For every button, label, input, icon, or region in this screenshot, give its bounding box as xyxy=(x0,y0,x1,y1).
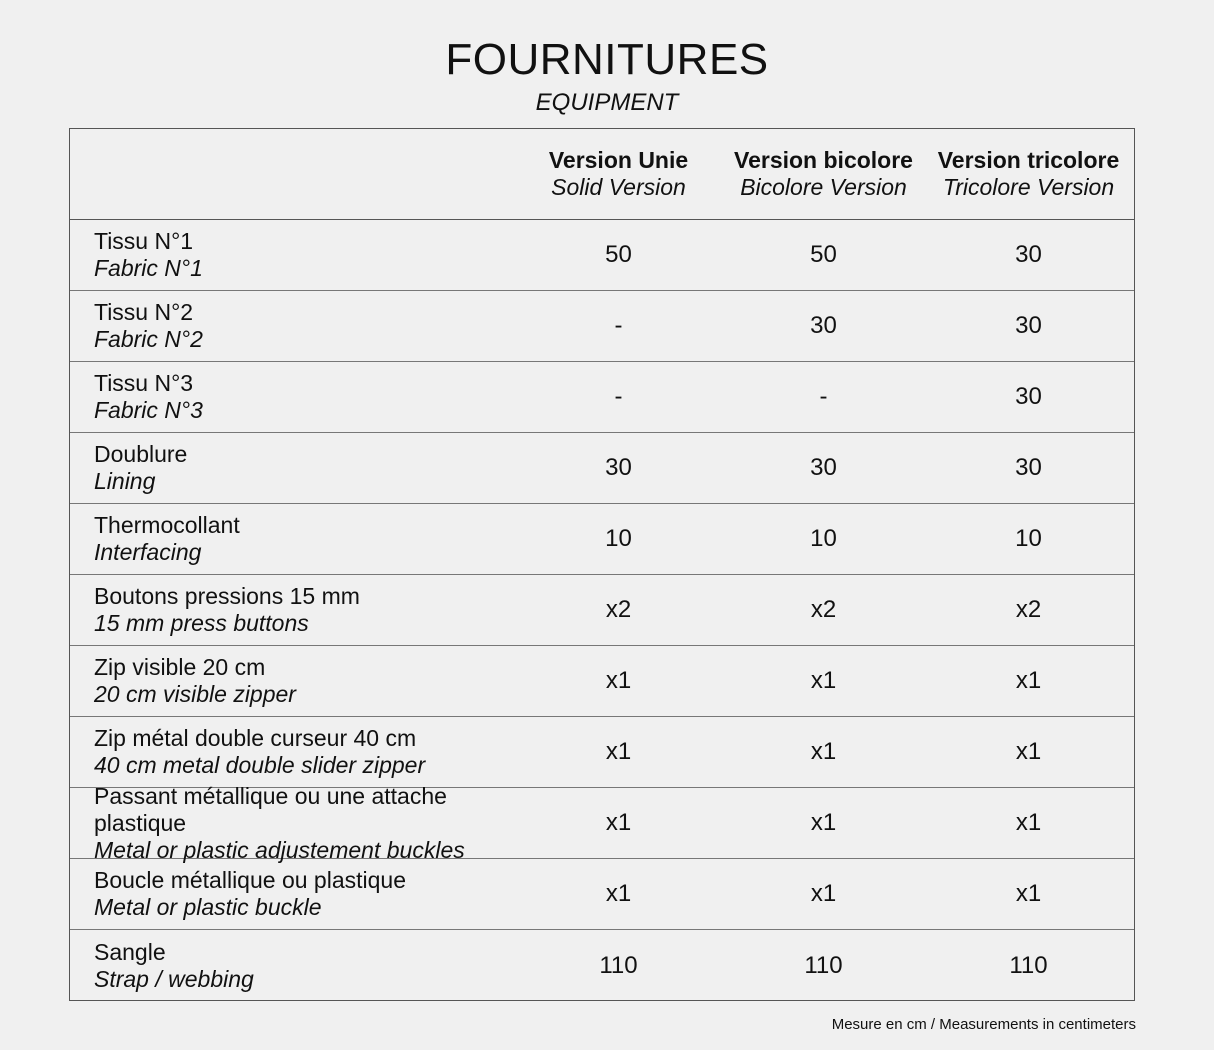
row-value-cell: 30 xyxy=(810,454,837,481)
row-label: Zip visible 20 cm xyxy=(94,654,266,680)
column-header-title: Version Unie xyxy=(548,147,689,173)
table-row xyxy=(70,220,1134,291)
row-sublabel: 15 mm press buttons xyxy=(94,610,309,636)
row-label: Passant métallique ou une attache plastique xyxy=(94,782,447,836)
table-row xyxy=(70,291,1134,362)
row-label-cell xyxy=(70,654,516,708)
row-label: Zip métal double curseur 40 cm xyxy=(94,725,417,751)
row-label: Sangle xyxy=(94,938,166,965)
row-value-cell: 30 xyxy=(1015,241,1042,268)
row-value-cell: - xyxy=(614,312,623,339)
row-label-cell xyxy=(70,441,516,495)
row-label: Boutons pressions 15 mm xyxy=(94,583,360,609)
row-sublabel: Metal or plastic buckle xyxy=(94,894,322,920)
row-value-cell: x2 xyxy=(1015,596,1042,623)
table-row xyxy=(70,782,1134,863)
column-header-title: Version tricolore xyxy=(937,147,1120,173)
row-sublabel: Fabric N°2 xyxy=(94,326,203,352)
row-label: Boucle métallique ou plastique xyxy=(94,867,406,893)
table-row xyxy=(70,859,1134,930)
column-header-subtitle: Bicolore Version xyxy=(740,174,907,200)
row-value-cell: 10 xyxy=(605,525,632,552)
row-value-cell: 30 xyxy=(1015,454,1042,481)
row-sublabel: 20 cm visible zipper xyxy=(94,681,296,707)
page-subtitle: EQUIPMENT xyxy=(535,89,679,116)
table-row xyxy=(70,433,1134,504)
column-header-tricolore xyxy=(926,147,1131,201)
table-body xyxy=(70,220,1134,1001)
table-header-row xyxy=(70,129,1134,220)
row-label-cell xyxy=(70,867,516,921)
row-value-cell: 30 xyxy=(1015,383,1042,410)
row-value-cell: x1 xyxy=(605,667,632,694)
row-sublabel: Fabric N°3 xyxy=(94,397,203,423)
table-row xyxy=(70,362,1134,433)
row-value-cell: x2 xyxy=(605,596,632,623)
row-sublabel: Metal or plastic adjustement buckles xyxy=(94,836,465,863)
footnote: Mesure en cm / Measurements in centimeters xyxy=(831,1016,1136,1033)
row-label: Tissu N°3 xyxy=(94,370,194,396)
row-value-cell: x1 xyxy=(605,809,632,836)
row-label-cell xyxy=(70,939,516,993)
row-value-cell: x1 xyxy=(810,667,837,694)
row-value-cell: 110 xyxy=(804,951,843,979)
column-header-subtitle: Solid Version xyxy=(551,174,686,200)
row-value-cell: 110 xyxy=(599,951,638,979)
row-value-cell: 10 xyxy=(810,525,837,552)
row-value-cell: - xyxy=(819,383,828,410)
row-value-cell: x1 xyxy=(810,880,837,907)
column-header-subtitle: Tricolore Version xyxy=(942,174,1115,200)
row-value-cell: x1 xyxy=(810,809,837,836)
row-value-cell: x2 xyxy=(810,596,837,623)
row-value-cell: 10 xyxy=(1015,525,1042,552)
row-label: Tissu N°2 xyxy=(94,299,194,325)
row-value-cell: 30 xyxy=(810,312,837,339)
row-label-cell xyxy=(70,228,516,282)
equipment-table xyxy=(69,128,1135,1001)
row-label-cell xyxy=(70,783,516,864)
row-label-cell xyxy=(70,299,516,353)
row-label-cell xyxy=(70,583,516,637)
table-row xyxy=(70,504,1134,575)
row-sublabel: Lining xyxy=(94,468,156,494)
row-value-cell: - xyxy=(614,383,623,410)
row-value-cell: x1 xyxy=(1015,738,1042,765)
column-header-solid xyxy=(516,147,721,201)
row-label-cell xyxy=(70,725,516,779)
row-sublabel: Interfacing xyxy=(94,539,202,565)
row-value-cell: 50 xyxy=(810,241,837,268)
table-row xyxy=(70,930,1134,1001)
row-value-cell: x1 xyxy=(605,880,632,907)
row-sublabel: 40 cm metal double slider zipper xyxy=(94,752,426,778)
table-row xyxy=(70,646,1134,717)
row-value-cell: x1 xyxy=(1015,667,1042,694)
column-header-title: Version bicolore xyxy=(734,147,913,173)
column-header-bicolore xyxy=(721,147,926,201)
row-label: Tissu N°1 xyxy=(94,228,194,254)
row-sublabel: Strap / webbing xyxy=(94,965,254,992)
row-label-cell xyxy=(70,512,516,566)
row-label: Doublure xyxy=(94,441,188,467)
row-value-cell: 110 xyxy=(1009,951,1048,979)
row-value-cell: x1 xyxy=(1015,809,1042,836)
row-value-cell: x1 xyxy=(1015,880,1042,907)
table-row xyxy=(70,575,1134,646)
page-title: FOURNITURES xyxy=(445,35,769,84)
row-value-cell: 50 xyxy=(605,241,632,268)
row-label: Thermocollant xyxy=(94,512,240,538)
row-value-cell: x1 xyxy=(605,738,632,765)
row-label-cell xyxy=(70,370,516,424)
table-row xyxy=(70,717,1134,788)
row-value-cell: x1 xyxy=(810,738,837,765)
row-value-cell: 30 xyxy=(605,454,632,481)
row-sublabel: Fabric N°1 xyxy=(94,255,203,281)
row-value-cell: 30 xyxy=(1015,312,1042,339)
